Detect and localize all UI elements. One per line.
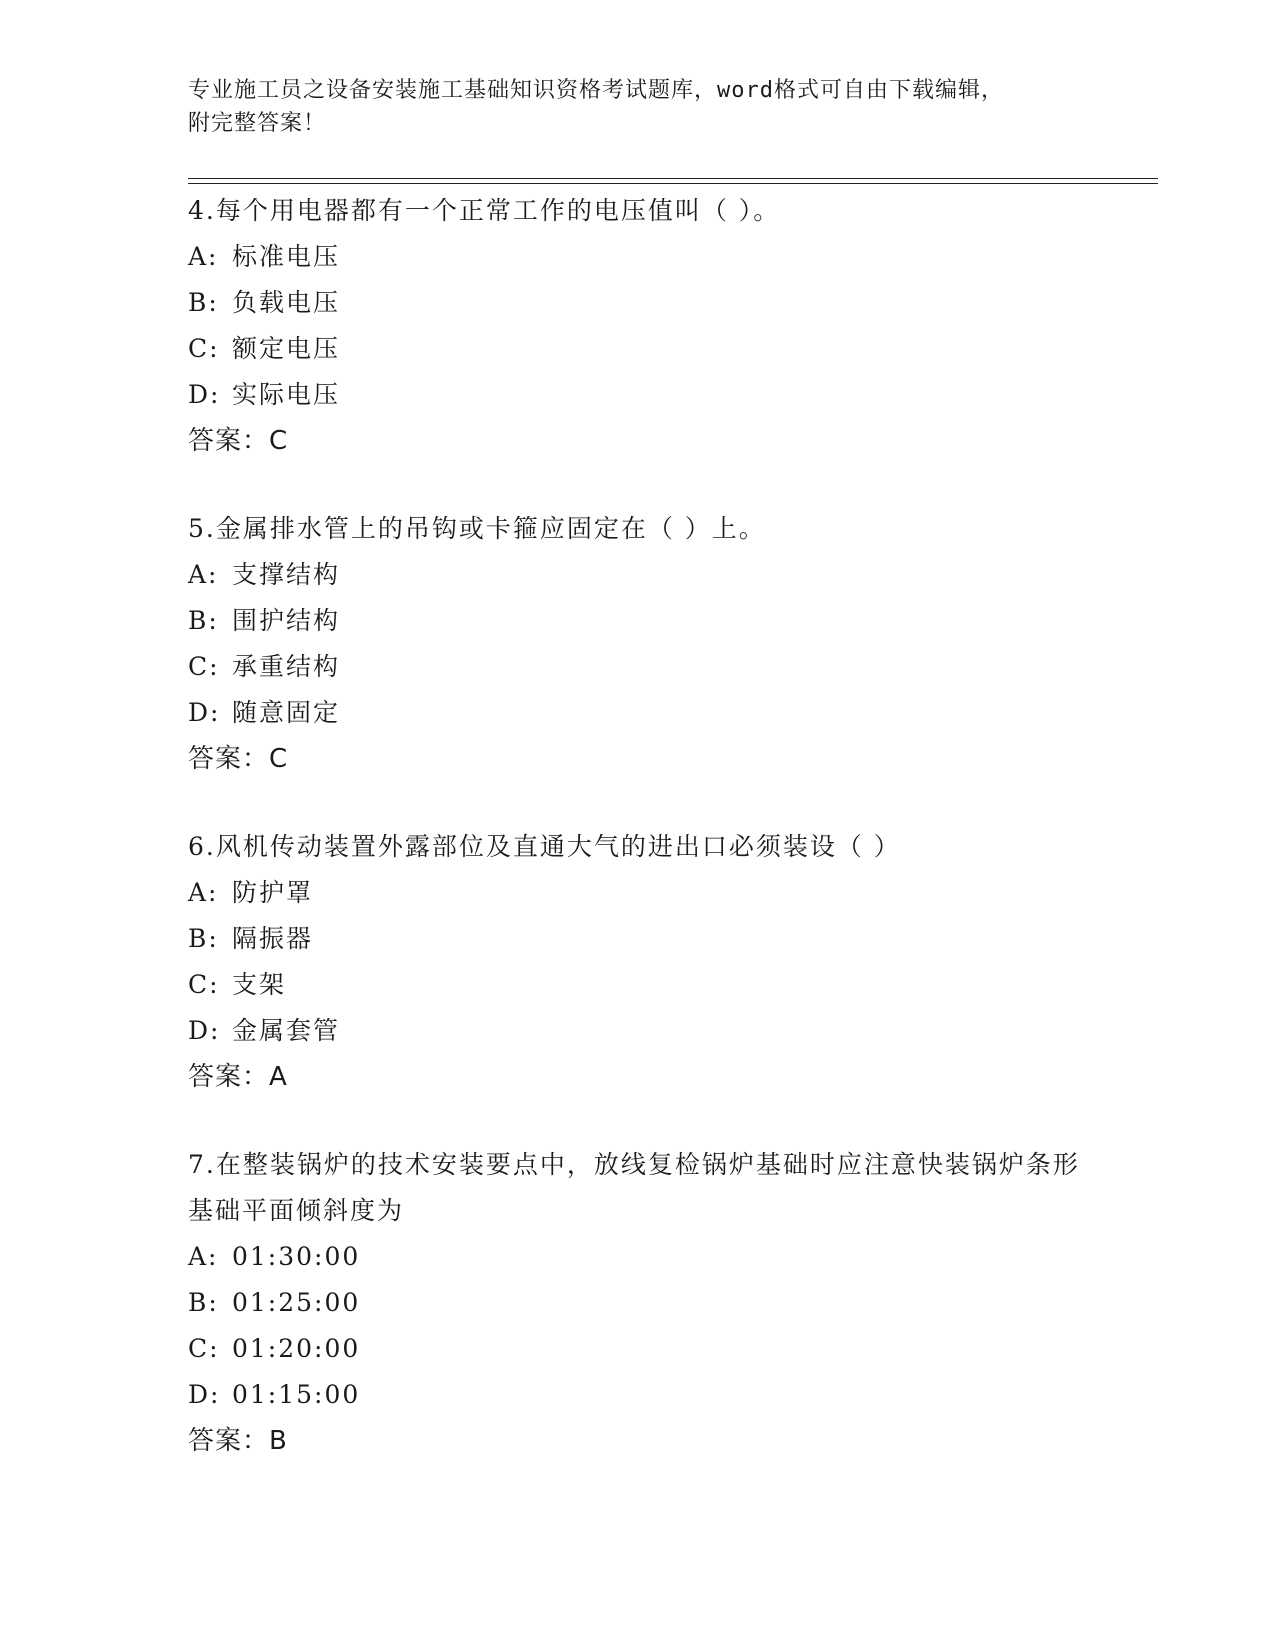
header-line-1: 专业施工员之设备安装施工基础知识资格考试题库，word格式可自由下载编辑， xyxy=(188,78,1004,103)
option-text: 额定电压 xyxy=(232,334,341,363)
option-a xyxy=(188,870,1088,916)
option-key: C: xyxy=(188,970,220,999)
question-6 xyxy=(188,824,1088,1100)
option-key: C: xyxy=(188,334,220,363)
option-text: 隔振器 xyxy=(232,924,314,953)
option-c xyxy=(188,326,1088,372)
question-stem: 5.金属排水管上的吊钩或卡箍应固定在（ ）上。 xyxy=(188,514,766,543)
answer-value: C xyxy=(269,744,289,774)
option-key: B: xyxy=(188,606,219,635)
option-key: D: xyxy=(188,698,221,727)
option-c xyxy=(188,644,1088,690)
option-d xyxy=(188,690,1088,736)
option-b xyxy=(188,1280,1088,1326)
question-7 xyxy=(188,1142,1088,1464)
option-key: C: xyxy=(188,652,220,681)
option-text: 01:15:00 xyxy=(232,1380,361,1409)
option-text: 随意固定 xyxy=(232,698,341,727)
header-divider-top xyxy=(188,178,1158,179)
option-key: C: xyxy=(188,1334,220,1363)
option-key: B: xyxy=(188,1288,219,1317)
option-key: D: xyxy=(188,1380,221,1409)
option-key: A: xyxy=(188,560,219,589)
question-5 xyxy=(188,506,1088,782)
option-key: B: xyxy=(188,924,219,953)
header-divider-bottom xyxy=(188,183,1158,184)
option-d xyxy=(188,1008,1088,1054)
question-list xyxy=(188,188,1088,1506)
answer-line xyxy=(188,418,1088,464)
option-b xyxy=(188,280,1088,326)
option-a xyxy=(188,552,1088,598)
option-text: 金属套管 xyxy=(232,1016,341,1045)
answer-value: C xyxy=(269,426,289,456)
header-note xyxy=(188,74,1088,140)
option-text: 支撑结构 xyxy=(232,560,341,589)
option-d xyxy=(188,372,1088,418)
option-c xyxy=(188,962,1088,1008)
answer-label: 答案： xyxy=(188,744,270,774)
answer-line xyxy=(188,1418,1088,1464)
option-text: 01:25:00 xyxy=(232,1288,361,1317)
answer-line xyxy=(188,736,1088,782)
option-key: D: xyxy=(188,1016,221,1045)
option-key: A: xyxy=(188,242,219,271)
option-c xyxy=(188,1326,1088,1372)
option-text: 01:30:00 xyxy=(232,1242,361,1271)
option-d xyxy=(188,1372,1088,1418)
answer-label: 答案： xyxy=(188,426,270,456)
option-text: 围护结构 xyxy=(232,606,341,635)
option-text: 承重结构 xyxy=(232,652,341,681)
answer-label: 答案： xyxy=(188,1062,270,1092)
option-key: A: xyxy=(188,878,219,907)
header-line-2: 附完整答案！ xyxy=(188,111,327,136)
option-a xyxy=(188,1234,1088,1280)
answer-line xyxy=(188,1054,1088,1100)
option-b xyxy=(188,916,1088,962)
option-a xyxy=(188,234,1088,280)
question-stem: 6.风机传动装置外露部位及直通大气的进出口必须装设（ ） xyxy=(188,832,901,861)
option-text: 标准电压 xyxy=(232,242,341,271)
option-text: 实际电压 xyxy=(232,380,341,409)
question-stem: 4.每个用电器都有一个正常工作的电压值叫（ ）。 xyxy=(188,196,781,225)
question-4 xyxy=(188,188,1088,464)
option-text: 支架 xyxy=(232,970,287,999)
answer-value: B xyxy=(269,1426,288,1456)
option-text: 01:20:00 xyxy=(232,1334,361,1363)
option-key: A: xyxy=(188,1242,219,1271)
answer-label: 答案： xyxy=(188,1426,270,1456)
question-stem: 7.在整装锅炉的技术安装要点中，放线复检锅炉基础时应注意快装锅炉条形基础平面倾斜度为 xyxy=(188,1150,1080,1225)
option-key: B: xyxy=(188,288,219,317)
option-key: D: xyxy=(188,380,221,409)
option-text: 防护罩 xyxy=(232,878,314,907)
answer-value: A xyxy=(269,1062,288,1092)
option-text: 负载电压 xyxy=(232,288,341,317)
option-b xyxy=(188,598,1088,644)
